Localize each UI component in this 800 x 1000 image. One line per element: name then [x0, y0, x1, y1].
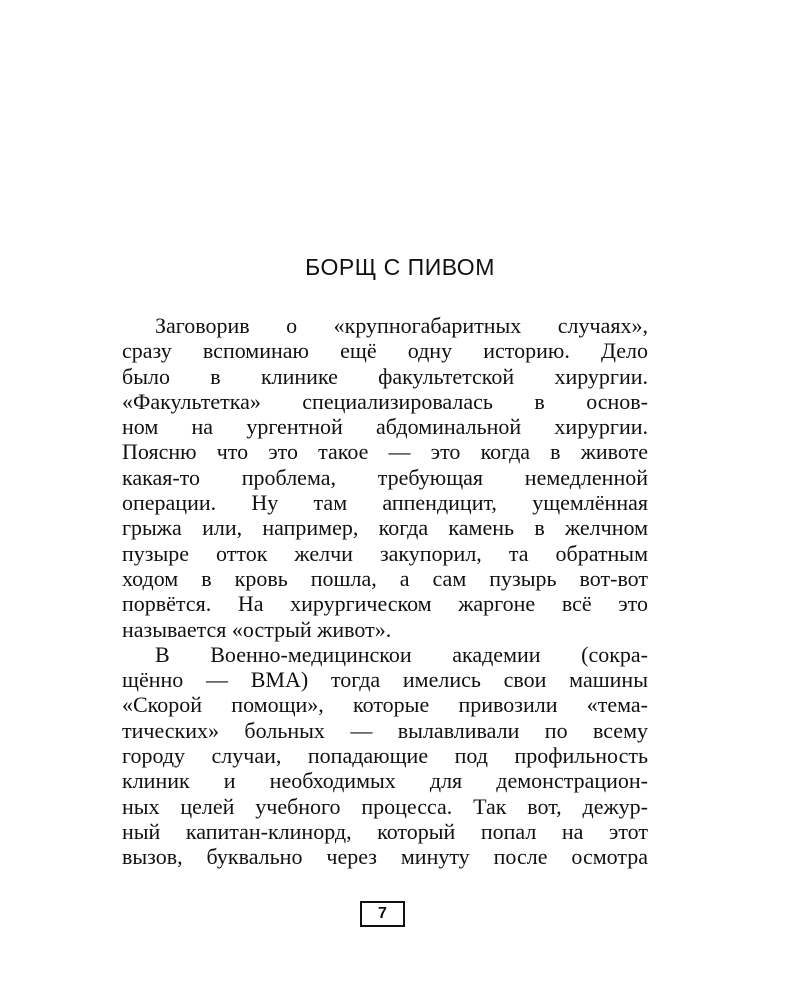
page-number: 7 — [360, 901, 405, 927]
text-line: ходом в кровь пошла, а сам пузырь вот-вот — [122, 565, 648, 591]
text-line: Заговорив о «крупногабаритных случаях», — [155, 313, 648, 338]
text-line: было в клинике факультетской хирургии. — [122, 363, 648, 389]
body-text — [122, 313, 648, 870]
text-line: тических» больных — вылавливали по всему — [122, 717, 648, 743]
text-line: «Факультетка» специализировалась в основ- — [122, 388, 648, 414]
chapter-title: БОРЩ С ПИВОМ — [305, 254, 495, 280]
text-line: городу случаи, попадающие под профильность — [122, 743, 648, 769]
text-line: пузыре отток желчи закупорил, та обратным — [122, 540, 648, 566]
text-line: сразу вспоминаю ещё одну историю. Дело — [122, 338, 648, 364]
text-line: клиник и необходимых для демонстрацион- — [122, 768, 648, 794]
text-line: «Скорой помощи», которые привозили «тема- — [122, 692, 648, 718]
text-line: операции. Ну там аппендицит, ущемлённая — [122, 490, 648, 516]
text-line: ный капитан-клинорд, который попал на этот — [122, 818, 648, 844]
text-line: Поясню что это такое — это когда в животе — [122, 439, 648, 465]
text-line: ном на ургентной абдоминальной хирургии. — [122, 414, 648, 440]
text-line: щённо — ВМА) тогда имелись свои машины — [122, 667, 648, 693]
text-line: В Военно-медицинскои академии (сокра- — [155, 641, 648, 667]
text-line: какая-то проблема, требующая немедленной — [122, 464, 648, 490]
text-line: порвётся. На хирургическом жаргоне всё это — [122, 591, 648, 617]
text-line: ных целей учебного процесса. Так вот, дежур- — [122, 793, 648, 819]
text-line: называется «острый живот». — [122, 616, 392, 642]
text-line: вызов, буквально через минуту после осмотра — [122, 844, 648, 870]
text-line: грыжа или, например, когда камень в желчном — [122, 515, 648, 541]
